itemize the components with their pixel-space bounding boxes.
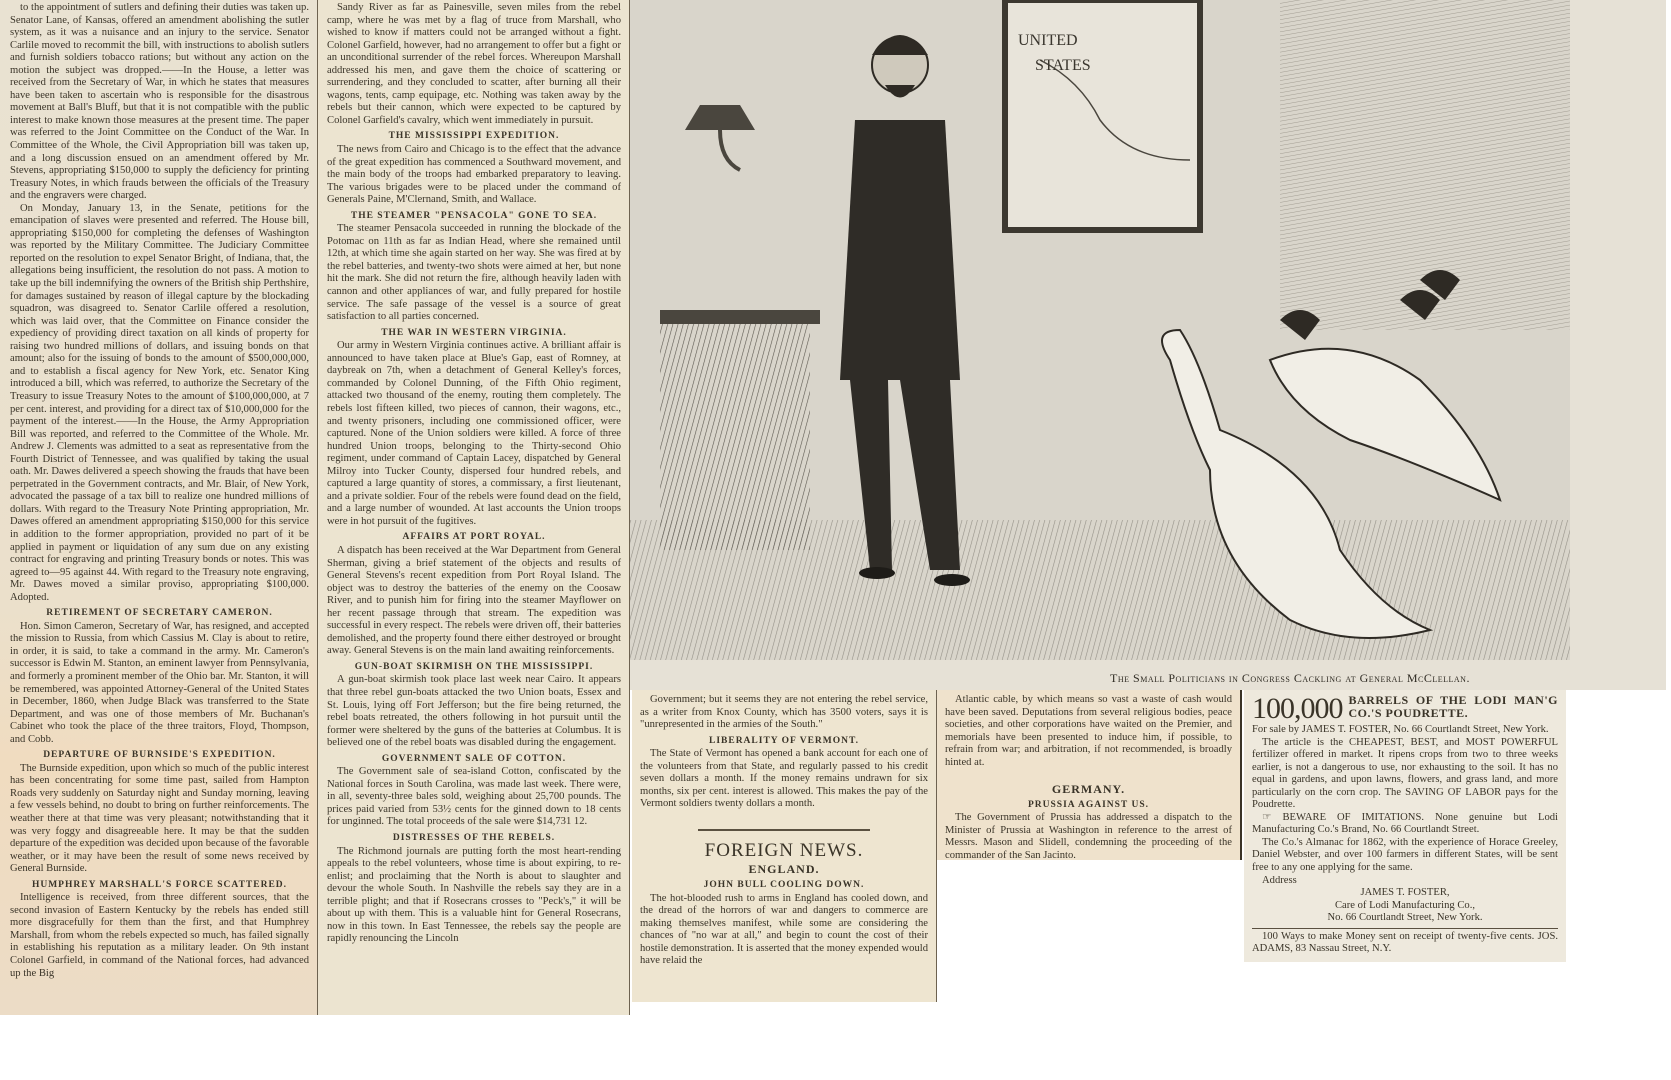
column-foreign-news	[632, 690, 937, 1002]
article-heading: AFFAIRS AT PORT ROYAL.	[402, 532, 546, 543]
paragraph: Atlantic cable, by which means so vast a waste of cash would have been saved. Deputations from several religious bodies, peace societies, and other corporations have waited on the Premier, and memorials have been presented to induce him, if possible, to refrain from war; and arbitration, if not recommended, is broadly hinted at.	[945, 694, 1232, 768]
article-text: The State of Vermont has opened a bank account for each one of the volunteers from that State, and regularly passed to his credit seven dollars a month. If the money remains undrawn for six months, six per cent. interest is allowed. This makes the pay of the Vermont soldiers twenty dollars a month.	[640, 748, 928, 810]
article-heading: THE WAR IN WESTERN VIRGINIA.	[381, 327, 567, 338]
article-heading: DEPARTURE OF BURNSIDE'S EXPEDITION.	[43, 750, 276, 761]
ad-beware: ☞ BEWARE OF IMITATIONS. None genuine but Lodi Manufacturing Co.'s Brand, No. 66 Courtlandt Street.	[1252, 811, 1558, 836]
poudrette-advertisement	[1244, 690, 1566, 962]
article-text: The news from Cairo and Chicago is to the effect that the advance of the great expedition has commenced a Southward movement, and the main body of the troops had embarked preparatory to leaving. The various brigades were to be placed under the command of Generals Paine, M'Clernand, Smith, and Wallace.	[327, 144, 621, 206]
paragraph: Government; but it seems they are not entering the rebel service, as a writer from Knox County, which has 3500 voters, says it is "unrepresented in the armies of the South."	[640, 694, 928, 731]
article-heading: THE MISSISSIPPI EXPEDITION.	[388, 131, 560, 142]
article-heading: GOVERNMENT SALE OF COTTON.	[381, 753, 567, 764]
section-subtitle: ENGLAND.	[748, 862, 820, 877]
article-text: Hon. Simon Cameron, Secretary of War, has resigned, and accepted the mission to Russia, from which Cassius M. Clay is about to retire, in order, it is said, to take a command in the army. Mr. Cameron's successor is Edwin M. Stanton, an eminent lawyer from Pennsylvania, and formerly a prominent member of the Ohio bar. Mr. Stanton, it will be remembered, was appointed Attorney-General of the United States in December, 1860, when Judge Black was transferred to the State Department, and was one of those members of Mr. Buchanan's Cabinet who took the place of the three traitors, Floyd, Thompson, and Cobb.	[10, 620, 309, 745]
article-text: The Richmond journals are putting forth the most heart-rending appeals to the rebel volunteers, whose time is about expiring, to re-enlist; and proclaiming that the North is about to slaughter and devour the whole South. In Nashville the rebels say they are in a terrible plight; and that if Rosecrans crosses to "Peck's," it will be about up with them. This is a valuable hint for General Rosecrans, now in this town. In East Tennessee, the rebels say the people are rapidly renouncing the Lincoln	[327, 845, 621, 945]
column-1	[0, 0, 318, 1015]
ad-big-number: 100,000	[1252, 692, 1343, 725]
article-text: The Burnside expedition, upon which so much of the public interest has been concentrating for some time past, sailed from Hampton Roads very suddenly on Saturday night and Sunday morning, leaving a few vessels behind, no doubt to bring on further reinforcements. The weather there at that time was very pleasant; notwithstanding that it was very foggy and disagreeable here. It may be that the sudden departure of the expedition was decided upon because of the favorable weather, or it may have been the result of some news received by General Burnside.	[10, 762, 309, 875]
article-heading: RETIREMENT OF SECRETARY CAMERON.	[46, 608, 273, 619]
article-heading: THE STEAMER "PENSACOLA" GONE TO SEA.	[350, 210, 598, 221]
article-heading: DISTRESSES OF THE REBELS.	[392, 833, 556, 843]
article-text: Our army in Western Virginia continues active. A brilliant affair is announced to have taken place at Blue's Gap, east of Romney, at daybreak on 7th, when a detachment of General Kelley's forces, commanded by Colonel Dunning, of the Fifth Ohio regiment, attacked two thousand of the enemy, routing them completely. The rebels lost fifteen killed, two pieces of cannon, their wagons, etc., and twenty prisoners, including one commissioned officer, were captured. None of the Union soldiers were killed. A force of three hundred Union troops, belonging to the Thirty-second Ohio regiment, under command of Captain Lacey, dispatched by General Milroy into Tucker County, dispersed four hundred rebels, and captured a large quantity of stores, a commissary, a first lieutenant, and a private soldier. Four of the rebels were found dead on the field, and a large number of wounded. At last accounts the Union troops were in hot pursuit of the fugitives.	[327, 340, 621, 527]
paragraph: to the appointment of sutlers and defining their duties was taken up. Senator Lane, of Kansas, offered an amendment abolishing the sutler system, as it was a nuisance and an injury to the service. Senator Carlile moved to recommit the bill, with instructions to abolish sutlers and furnish soldiers tobacco rations; but without any action on the motion the subject was dropped.——In the House, a letter was received from the Secretary of War, in which he states that measures have been taken to ascertain who is responsible for the disastrous movement at Ball's Bluff, but that it is not compatible with the public interest to make known those measures at the present time. The paper was referred to the Joint Committee on the Conduct of the War. In Committee of the Whole, the Civil Appropriation bill was taken up, and a long discussion ensued on an amendment offered by Mr. Stevens, appropriating $150,000 to supply the deficiency for printing Treasury Notes, in which frauds between the officials of the Treasury and the engravers were charged.	[10, 2, 309, 202]
column-2	[318, 0, 630, 1015]
article-text: The Government of Prussia has addressed a dispatch to the Minister of Prussia at Washington in reference to the arrest of Messrs. Mason and Slidell, condemning the proceeding of the commander of the San Jacinto.	[945, 812, 1232, 860]
section-subtitle: GERMANY.	[1051, 782, 1126, 797]
article-text: The Government sale of sea-island Cotton, confiscated by the National forces in South Carolina, was made last week. There were, in all, seventy-three bales sold, weighing about 25,700 pounds. The prices paid varied from 53½ cents for the ginned down to 18 cents for unginned. The total proceeds of the sale were $14,731 12.	[327, 766, 621, 828]
map-label: STATES	[1035, 57, 1091, 74]
ad-address-name: JAMES T. FOSTER,	[1360, 887, 1450, 899]
ad-address-line: No. 66 Courtlandt Street, New York.	[1327, 912, 1483, 924]
engraving-drawing	[630, 0, 1666, 690]
column-germany	[937, 690, 1242, 860]
article-heading: JOHN BULL COOLING DOWN.	[703, 880, 865, 891]
article-heading: HUMPHREY MARSHALL'S FORCE SCATTERED.	[31, 879, 288, 890]
article-text: A gun-boat skirmish took place last week near Cairo. It appears that three rebel gun-boats attacked the two Union boats, Essex and St. Louis, lying off Fort Jefferson; but the fire being returned, the rebel boats retreated, the others following in hot pursuit until the former were sheltered by the guns of the batteries at Columbus. It is believed one of the rebel boats was disabled during the engagement.	[327, 674, 621, 749]
paragraph: On Monday, January 13, in the Senate, petitions for the emancipation of slaves were presented and referred. The House bill, appropriating $150,000 for completing the defenses of Washington was reported by the Military Committee. The Judiciary Committee reported on the resolution to expel Senator Bright, of Indiana, that, the allegations being insufficient, the resolution do not pass. A motion to take up the bill indemnifying the owners of the British ship Perthshire, for damages sustained by reason of illegal capture by the blockading squadron, was disagreed to. Senator Carlile offered a resolution, which was laid over, that the Committee on Finance consider the expediency of providing direct taxation on all kinds of property for raising two hundred millions of dollars, and issuing bonds on that amount; also for the issuing of bonds to the amount of $500,000,000, and to establish a fiscal agency for New York, etc. Senator King introduced a bill, which was referred, to authorize the Secretary of the Treasury to issue Treasury Notes to the amount of $100,000,000, at 7 per cent. interest, and providing for a direct tax of $10,000,000 for the payment of the interest.——In the House, the Army Appropriation Bill was reported, and referred to the Committee of the Whole. Mr. Andrew J. Clements was admitted to a seat as representative from the Fourth District of Tennessee, and was qualified by taking the usual oath. Mr. Dawes delivered a speech showing the frauds that have been perpetrated in the Government contracts, and Mr. Blair, of New York, advocated the passage of a tax bill to realize one hundred millions of dollars. With regard to the Treasury Note Printing appropriation, Mr. Dawes offered an amendment appropriating $150,000 for this service in addition to the former appropriation, provided no part of it be applied in payment or liquidation of any sum due on any existing contract for engraving and printing Treasury bonds or notes. This was agreed to—95 against 44. With regard to the Treasury note engraving, Mr. Dawes moved a similar proviso, appropriating $100,000. Adopted.	[10, 202, 309, 603]
map-label: UNITED	[1018, 32, 1078, 49]
wall-map	[1005, 0, 1200, 230]
article-heading: PRUSSIA AGAINST US.	[1028, 799, 1149, 810]
table	[660, 310, 820, 550]
ad-address-label: Address	[1262, 874, 1297, 886]
engraving-illustration	[630, 0, 1666, 690]
ad-almanac: The Co.'s Almanac for 1862, with the experience of Horace Greeley, Daniel Webster, and over 100 farmers in different States, will be sent free to any one applying for the same.	[1252, 836, 1558, 874]
article-heading: LIBERALITY OF VERMONT.	[708, 735, 859, 746]
paragraph: Sandy River as far as Painesville, seven miles from the rebel camp, where he was met by a flag of truce from Marshall, who wished to know if matters could not be arranged without a fight. Colonel Garfield, however, had no arrangement to offer but a fight or an unconditional surrender of the rebel forces. Whereupon Marshall addressed his men, and gave them the choice of scattering or surrendering, and they concluded to scatter, after burning all their wagons, tents, camp equipage, etc. Nothing was taken away by the rebels but their cannon, which were expected to be captured by Colonel Garfield's cavalry, which went immediately in pursuit.	[327, 2, 621, 126]
ad-headline: BARRELS OF THE LODI MAN'G CO.'S POUDRETTE.	[1348, 693, 1558, 720]
article-heading: GUN-BOAT SKIRMISH ON THE MISSISSIPPI.	[354, 661, 594, 672]
article-text: The hot-blooded rush to arms in England has cooled down, and the dread of the horrors of war and dangers to commerce are making themselves manifest, while some are considering the chances of "no war at all," and begin to count the cost of their hostile demonstration. It is asserted that the money expended would have relaid the	[640, 892, 928, 967]
article-text: The steamer Pensacola succeeded in running the blockade of the Potomac on 11th as far as Indian Head, where she remained until 12th, at which time she again started on her way. She was fired at by the rebel batteries, and twenty-two shots were aimed at her, but none hit the mark. She did not return the fire, although heavily laden with cannon and other appliances of war, and fully prepared for hostile service. The safe passage of the vessel is a source of great satisfaction to all parties concerned.	[327, 223, 621, 323]
divider	[698, 829, 871, 831]
illustration-caption: The Small Politicians in Congress Cackling at General McClellan.	[1110, 671, 1470, 685]
article-text: Intelligence is received, from three different sources, that the second invasion of Eastern Kentucky by the rebels has ended still more disgracefully for them than the first, and that Humphrey Marshall, from whom the rebels expected so much, has failed signally in establishing his reputation as a military leader. On 9th instant Colonel Garfield, in command of the National forces, had advanced up the Big	[10, 892, 309, 979]
second-advertisement: 100 Ways to make Money sent on receipt of twenty-five cents. JOS. ADAMS, 83 Nassau Street, N.Y.	[1252, 928, 1558, 956]
ad-body: The article is the CHEAPEST, BEST, and MOST POWERFUL fertilizer offered in market. It ripens crops from two to three weeks earlier, is not a dangerous to use, nor exhausting to the soil. It has no equal in gardens, and upon lawns, flowers, and grass land, and more particularly on the corn crop. The SAVING OF LABOR pays for the Poudrette.	[1252, 736, 1558, 811]
ad-address-line: Care of Lodi Manufacturing Co.,	[1334, 899, 1476, 911]
ad-for-sale: For sale by JAMES T. FOSTER, No. 66 Courtlandt Street, New York.	[1252, 724, 1549, 735]
article-text: A dispatch has been received at the War Department from General Sherman, giving a brief statement of the objects and results of General Stevens's recent expedition from Port Royal Island. The object was to destroy the batteries of the enemy on the Coosaw River, and to punish him for firing into the steamer Mayflower on her recent passage through that stream. The expedition was successful in every respect. The rebels were driven off, their batteries demolished, and the property found there either destroyed or brought away. General Stevens is on the main land awaiting reinforcements.	[327, 544, 621, 657]
section-title: FOREIGN NEWS.	[704, 839, 864, 861]
